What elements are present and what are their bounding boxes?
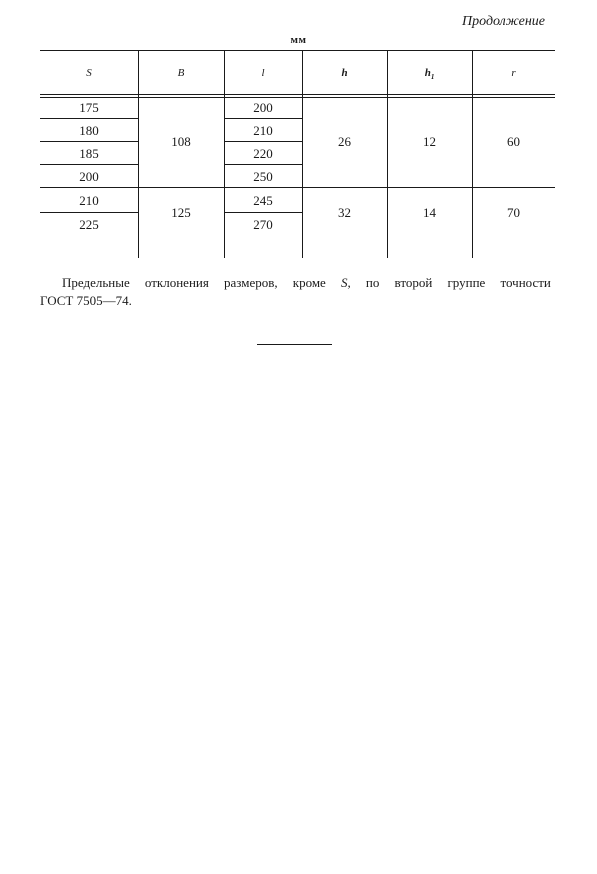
note-word: Предельные [62, 275, 130, 290]
cell-r: 70 [507, 205, 520, 220]
cell-l: 210 [253, 123, 273, 138]
cell-S: 180 [79, 123, 99, 138]
row-divider [224, 212, 302, 213]
cell-S: 210 [79, 193, 99, 208]
header-l: l [261, 67, 265, 79]
cell-l: 200 [253, 100, 273, 115]
dimensions-table [40, 50, 555, 260]
header-B: B [177, 67, 185, 79]
note-word: по [365, 275, 380, 290]
cell-l: 270 [253, 217, 273, 232]
cell-l: 245 [253, 193, 273, 208]
note-word: группе [447, 275, 486, 290]
cell-S: 175 [79, 100, 99, 115]
tolerance-note [40, 274, 551, 310]
header-h: h [341, 67, 348, 79]
note-word: S, [341, 275, 351, 290]
cell-h: 26 [338, 134, 351, 149]
note-line-1 [62, 274, 551, 292]
cell-h1: 14 [423, 205, 436, 220]
note-word: кроме [292, 275, 326, 290]
cell-S: 185 [79, 146, 99, 161]
note-word: отклонения [144, 275, 209, 290]
header-h1-base: h [424, 67, 431, 79]
note-word: точности [500, 275, 551, 290]
unit-label: мм [290, 34, 307, 46]
cell-S: 200 [79, 169, 99, 184]
cell-B: 125 [171, 205, 191, 220]
cell-l: 220 [253, 146, 273, 161]
cell-h: 32 [338, 205, 351, 220]
end-rule [257, 344, 332, 345]
header-S: S [86, 67, 92, 79]
cell-r: 60 [507, 134, 520, 149]
row-divider [40, 212, 138, 213]
note-word: второй [394, 275, 433, 290]
cell-h1: 12 [423, 134, 436, 149]
header-h1-subscript: 1 [430, 73, 435, 82]
group-divider [138, 187, 224, 188]
note-word: размеров, [224, 275, 278, 290]
cell-S: 225 [79, 217, 99, 232]
cell-l: 250 [253, 169, 273, 184]
header-r: r [511, 67, 516, 79]
cell-B: 108 [171, 134, 191, 149]
continuation-label: Продолжение [462, 14, 545, 29]
note-line-2: ГОСТ 7505—74. [40, 293, 132, 308]
header-h1 [387, 50, 472, 96]
group-divider [302, 187, 555, 188]
